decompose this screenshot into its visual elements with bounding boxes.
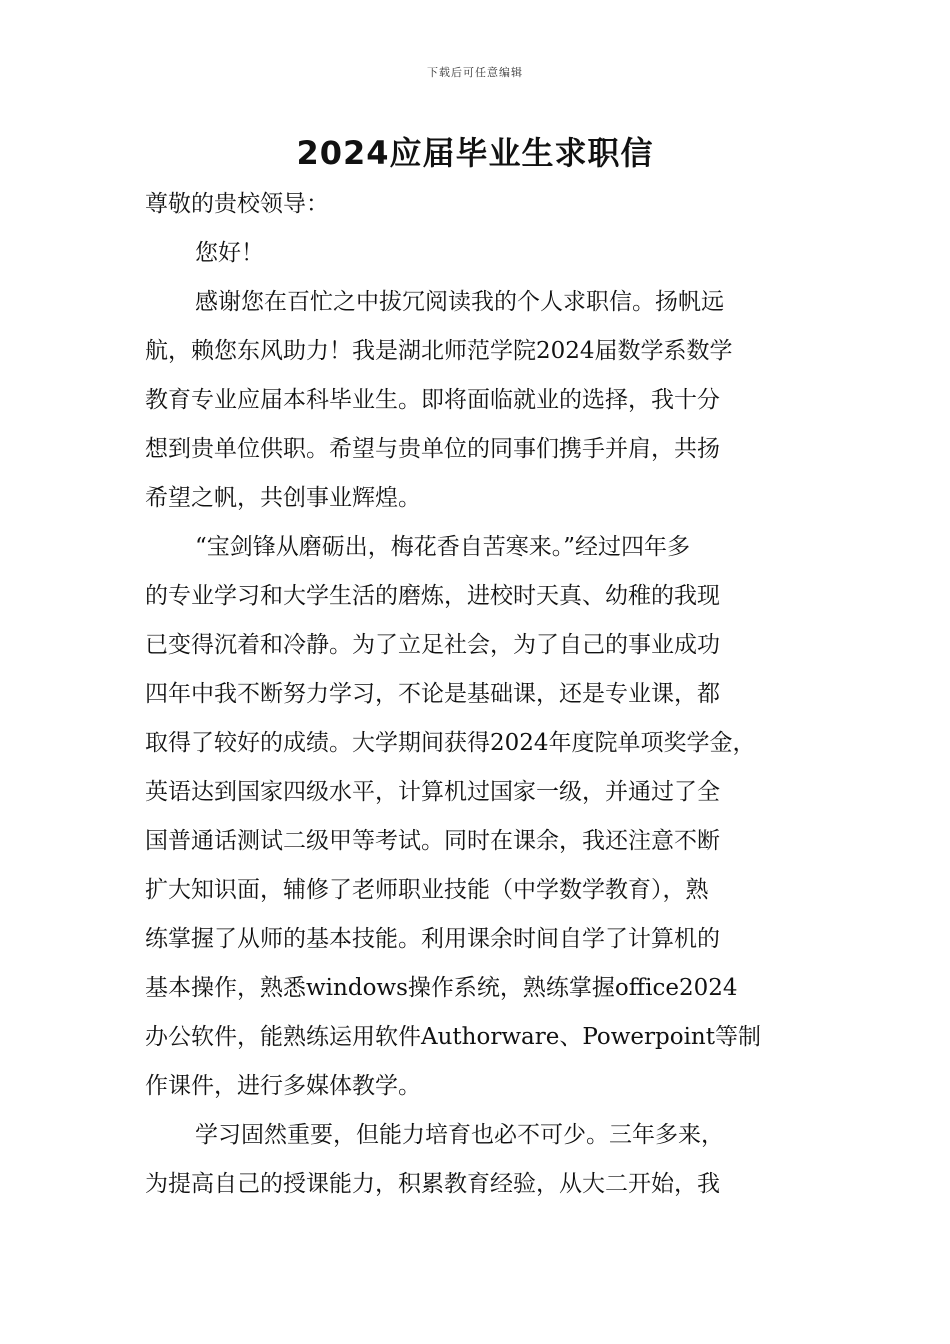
paragraph-line: 办公软件，能熟练运用软件Authorware、Powerpoint等制 bbox=[145, 1024, 761, 1050]
page-title: 2024应届毕业生求职信 bbox=[296, 134, 654, 172]
paragraph-line: 学习固然重要，但能力培育也必不可少。三年多来， bbox=[195, 1122, 724, 1148]
paragraph-line: 的专业学习和大学生活的磨炼，进校时天真、幼稚的我现 bbox=[145, 583, 720, 609]
salutation: 尊敬的贵校领导： bbox=[145, 191, 329, 217]
paragraph-line: 感谢您在百忙之中拔冗阅读我的个人求职信。扬帆远 bbox=[195, 289, 724, 315]
paragraph-line: 扩大知识面，辅修了老师职业技能（中学数学教育），熟 bbox=[145, 877, 709, 903]
paragraph-line: 为提高自己的授课能力，积累教育经验，从大二开始，我 bbox=[145, 1171, 720, 1197]
letter-body bbox=[145, 180, 815, 1209]
paragraph-line: 希望之帆，共创事业辉煌。 bbox=[145, 485, 421, 511]
paragraph-line: 作课件，进行多媒体教学。 bbox=[145, 1073, 421, 1099]
paragraph-line: 四年中我不断努力学习，不论是基础课，还是专业课，都 bbox=[145, 681, 720, 707]
paragraph-line: 英语达到国家四级水平，计算机过国家一级，并通过了全 bbox=[145, 779, 720, 805]
paragraph-line: 航，赖您东风助力！我是湖北师范学院2024届数学系数学 bbox=[145, 338, 733, 364]
paragraph-line: 基本操作，熟悉windows操作系统，熟练掌握office2024 bbox=[145, 975, 738, 1001]
greeting: 您好！ bbox=[195, 240, 264, 266]
header-note: 下载后可任意编辑 bbox=[427, 66, 523, 79]
paragraph-1 bbox=[145, 278, 815, 523]
paragraph-2 bbox=[145, 523, 815, 1111]
paragraph-3 bbox=[145, 1111, 815, 1209]
paragraph-line: 取得了较好的成绩。大学期间获得2024年度院单项奖学金， bbox=[145, 730, 756, 756]
paragraph-line: 想到贵单位供职。希望与贵单位的同事们携手并肩，共扬 bbox=[145, 436, 720, 462]
paragraph-line: 练掌握了从师的基本技能。利用课余时间自学了计算机的 bbox=[145, 926, 720, 952]
paragraph-line: 国普通话测试二级甲等考试。同时在课余，我还注意不断 bbox=[145, 828, 720, 854]
paragraph-line: 教育专业应届本科毕业生。即将面临就业的选择，我十分 bbox=[145, 387, 720, 413]
paragraph-line: “宝剑锋从磨砺出，梅花香自苦寒来。”经过四年多 bbox=[195, 534, 691, 560]
paragraph-line: 已变得沉着和冷静。为了立足社会，为了自己的事业成功 bbox=[145, 632, 720, 658]
